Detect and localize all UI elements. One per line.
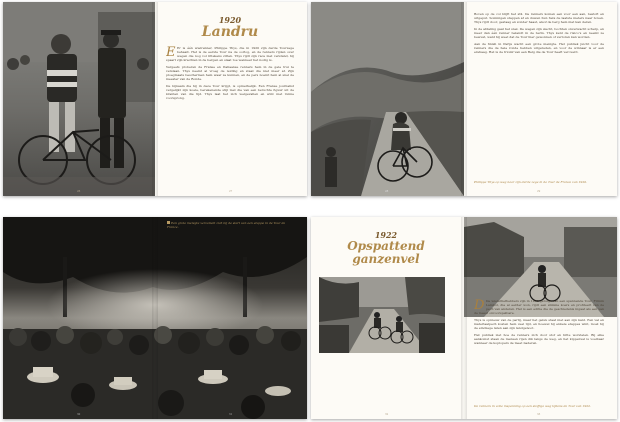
body-paragraph: E Er is één wielrenner, Philippe Thys, die in 1920 zijn derde Tourzege behaalt. Het is de eerste Tour na de oorlog, en de renners rijden over wegen die nog vol littekens zitten. Thys rijdt zijn race met verstand, hij spaart zijn krachten in de bergen en slaat toe wanneer het nodig is.: [166, 44, 294, 63]
chapter-title-line-1: Opspattend: [347, 239, 425, 253]
photo-caption: De renners in volle inspanning op een stoffige weg tijdens de Tour van 1922.: [474, 404, 592, 408]
page-number-left: 32: [385, 413, 389, 416]
climb-text-page: [474, 12, 604, 184]
body-paragraph: D De wielerliefhebbers zijn in 1922 getuige van een spannende Tour. Firmin Lambot, die al eerder won, rijdt een slimme koers en profiteert van de pech van anderen. Het is een editie die de geschiedenis ingaat als een van de meest onvoorspelbare.: [474, 299, 604, 316]
body-paragraph: Het publiek ziet hoe de renners zich door stof en hitte worstelen. Bij elke aankomst staan de mensen rijen dik langs de weg, en het kippenvel is voelbaar wanneer de koplopers de meet naderen.: [474, 333, 604, 346]
body-paragraph: In de afdaling gaat het snel. De wegen zijn slecht, bochten onverwacht scherp, en meer dan één renner belandt in de berm. Thys kent de risico's en neemt ze bewust, want hij weet dat de Tour hier gewonnen of verloren kan worden.: [474, 26, 604, 40]
spread-crowd: [3, 217, 307, 419]
chapter-title: Landru: [201, 24, 259, 40]
body-paragraph: Boven op de col blijft het stil. De renners komen een voor een aan, bestoft en uitgeput. Sommigen stappen af en duwen hun fiets de laatste meters naar boven. Thys rijdt door, gestaag en zonder haast, alsof de berg hem niet kan deren.: [474, 12, 604, 25]
photo-cyclist-climb: [311, 2, 464, 196]
caption-marker: [167, 221, 170, 224]
page-number-right: 29: [537, 190, 541, 193]
page-number-right: 33: [537, 413, 541, 416]
landru-text-page: [166, 16, 294, 188]
page-number-left: 28: [385, 190, 389, 193]
body-paragraph: Vergeefs proberen de Franse en Italiaanse renners hem in de gele trui te verslaan. Thys neemt al vroeg de leiding en staat die niet meer af. Zijn ploegmaats beschermen hem waar ze kunnen, en de pers noemt hem al snel de meester van de Ronde.: [166, 64, 294, 82]
body-paragraph: Thys is opnieuw van de partij, maar het geluk staat niet aan zijn kant. Een val en materiaalpech kosten hem veel tijd, en hoewel hij enkele etappes wint, moet hij de eindzege laten aan zijn landgenoot.: [474, 318, 604, 331]
spread-landru: [3, 2, 307, 196]
page-number-left: 30: [77, 413, 81, 416]
gutter: [461, 2, 467, 196]
page-number-left: 26: [77, 190, 81, 193]
spread-ganzenwel: [311, 217, 617, 419]
gutter: [152, 2, 158, 196]
photo-cyclist-portrait: [3, 2, 155, 196]
dropcap: E: [166, 44, 176, 60]
spread-climb: [311, 2, 617, 196]
body-paragraph: De bijnaam die hij in deze Tour krijgt, is opmerkelijk. Een Franse journalist vergelijkt zijn koele, berekenende stijl met die van een beruchte figuur uit de kranten van die tijd. Thys laat het zich welgevallen en wint met ruime voorsprong.: [166, 83, 294, 101]
chapter-title-line-2: ganzenvel: [352, 251, 420, 266]
body-paragraph: Aan de finish in Parijs wacht een grote menigte. Het publiek juicht voor de renners die de hele ronde hebben uitgereden, en voor de winnaar is er een erehaag. Het is de triomf van een Belg die de Tour heeft veroverd.: [474, 41, 604, 55]
ganzenwel-text: [474, 299, 604, 403]
chapter-year: 1922: [374, 231, 398, 240]
chapter-year: 1920: [218, 16, 242, 25]
dropcap: D: [474, 299, 485, 313]
gutter: [461, 217, 467, 419]
photo-caption: Philippe Thys op weg naar zijn derde zege in de Tour de France van 1920.: [474, 180, 588, 184]
page-number-right: 31: [229, 413, 233, 416]
gutter: [152, 217, 158, 419]
photo-race-road: [319, 277, 445, 353]
page-number-right: 27: [229, 190, 233, 193]
photo-caption: Een grote menigte verzamelt zich bij de start van een etappe in de Tour de France.: [167, 221, 286, 229]
